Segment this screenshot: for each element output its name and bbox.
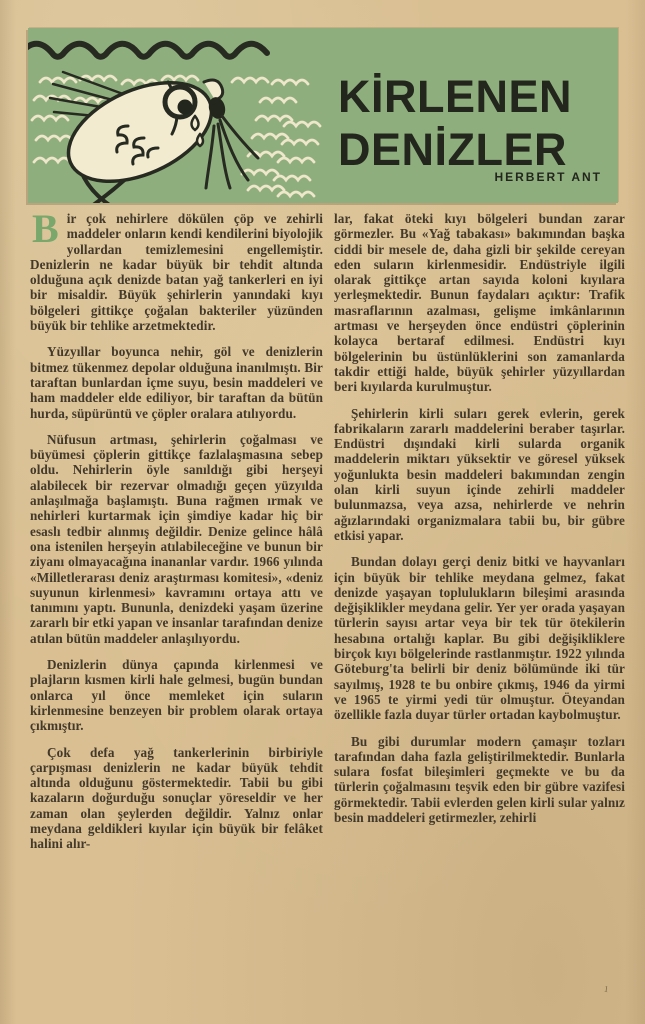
page-mark: 1 bbox=[603, 983, 610, 995]
paragraph: Bundan dolayı gerçi deniz bitki ve hayvanları için büyük bir tehlike meydana gelmez, fakat denizde yaşayan toplulukların bileşimi arasında değişiklikler meydana gelir. Yer yer orada yaşayan türlerin sayısı artar veya bir tek tür ötekilerin hesabına ortalığı kaplar. Bu gibi değişikliklere birçok kıyı bölgelerinde rastlanmıştır. 1922 yılında Göteburg'ta belirli bir deniz bölümünde iki tür sayılmış, 1928 te bu onbire çıkmış, 1946 da yirmi ve 1965 te yirmi yedi tür olmuştur. Öteyandan özellikle fazla duyar türler ortadan kaybolmuştur. bbox=[334, 554, 625, 723]
paragraph-text: ir çok nehirlere dökülen çöp ve zehirli maddeler onların kendi kendilerini biyolojik yollardan temizlemesini engellemiştir. Denizlerin ne kadar büyük bir tehdit altında olduğuna açık denizde batan yağ tankerleri en iyi bir misaldir. Büyük şehirlerin yanındaki kıyı bölgeleri gittikçe çoğalan bakteriler yüzünden büyük bir tehlike arzetmektedir. bbox=[30, 211, 323, 334]
right-text-column bbox=[334, 211, 625, 836]
author-byline: HERBERT ANT bbox=[494, 170, 602, 184]
paragraph bbox=[30, 206, 323, 334]
paragraph: Çok defa yağ tankerlerinin birbiriyle çarpışması denizlerin ne kadar büyük tehdit altında olduğunu göstermektedir. Tabii bu gibi kazaların doğurduğu sonuçlar yöreseldir ve her zaman olan şeylerden değildir. Yalnız onlar meydana geldikleri kıyılar için büyük bir felâket halini alır- bbox=[30, 744, 323, 852]
paragraph: lar, fakat öteki kıyı bölgeleri bundan zarar görmezler. Bu «Yağ tabakası» bakımından başka ciddi bir mesele de, daha gizli bir şekilde cereyan eden suların kirlenmesidir. Endüstriyle ilgili olarak gittikçe artan sayıda koloni kıyılara yerleşmektedir. Bunun faydaları açıktır: Trafik masraflarının azalması, gelişme imkânlarının artması ve herşeyden önce endüstri çöplerinin kolayca bertaraf edilmesi. Endüstri kıyı bölgelerinin bu üstünlüklerini son zamanlarda takdir ettiği halde, büyük şehirler yüzyıllardan beri kıyılarda kurulmuştur. bbox=[334, 211, 625, 395]
header-banner bbox=[28, 28, 618, 203]
paragraph: Bu gibi durumlar modern çamaşır tozları tarafından daha fazla geliştirilmektedir. Bunlarla sulara fosfat bileşimleri geçmekte ve bu da türlerin çoğalmasını teşvik eden bir gübre vazifesi görmektedir. Tabii evlerden gelen kirli sular yalnız besin maddeleri getirmezler, zehirli bbox=[334, 733, 625, 825]
paragraph: Şehirlerin kirli suları gerek evlerin, gerek fabrikaların zararlı maddelerini beraber taşırlar. Endüstri dışındaki kirli sularda organik maddelerin miktarı yüksektir ve göresel yüksek yoğunlukta besin maddeleri bakımından zengin olan kirli suyun içinde zehirli maddeler bulunmazsa, veya azsa, nehirlerde ve nehrin ağızlarındaki organizmalara tabii bu, bir gübre etkisi yapar. bbox=[334, 405, 625, 543]
paragraph: Yüzyıllar boyunca nehir, göl ve denizlerin bitmez tükenmez depolar olduğuna inanılmıştı. Bir taraftan bunlardan içme suyu, besin maddeleri ve ham maddeler elde ediliyor, bir taraftan da bütün hurda, süpürüntü ve çöpler oralara atılıyordu. bbox=[30, 344, 323, 421]
water-surface-wave bbox=[28, 44, 267, 57]
left-text-column bbox=[30, 206, 324, 863]
paragraph: Denizlerin dünya çapında kirlenmesi ve plajların kısmen kirli hale gelmesi, bugün bundan onlarca yıl önce memleket için suların kirlenmesine benzeyen bir problem olarak ortaya çıkmıştır. bbox=[30, 657, 323, 734]
fish bbox=[50, 63, 258, 203]
drop-cap: B bbox=[32, 206, 59, 251]
title-line-2: DENİZLER bbox=[338, 124, 567, 175]
crying-fish-illustration bbox=[28, 28, 328, 203]
paragraph: Nüfusun artması, şehirlerin çoğalması ve büyümesi çöplerin gittikçe fazlalaşmasına sebep oldu. Nehirlerin öyle sanıldığı gibi herşeyi alabilecek bir rezervar olmadığı geçen yüzyılda anlaşılmağa başlamıştı. Buna rağmen ırmak ve nehirleri kurtarmak için şimdiye kadar hiç bir esaslı tedbir alınmış değildir. Denize gelince hâlâ ona istenilen herşeyin atılabileceğine ve bunun bir ziyanı olmayacağına inananlar vardır. 1966 yılında «Milletlerarası deniz araştırması komitesi», «deniz suyunun kirlenmesi» kavramını ortaya attı ve tanımını yaptı. Bununla, denizdeki yaşam üzerine zararlı bir etki yapan ve insanlar tarafından denize atılan bütün maddeler anlaşılıyordu. bbox=[30, 431, 324, 646]
title-line-1: KİRLENEN bbox=[338, 71, 573, 122]
article-title bbox=[338, 70, 572, 176]
